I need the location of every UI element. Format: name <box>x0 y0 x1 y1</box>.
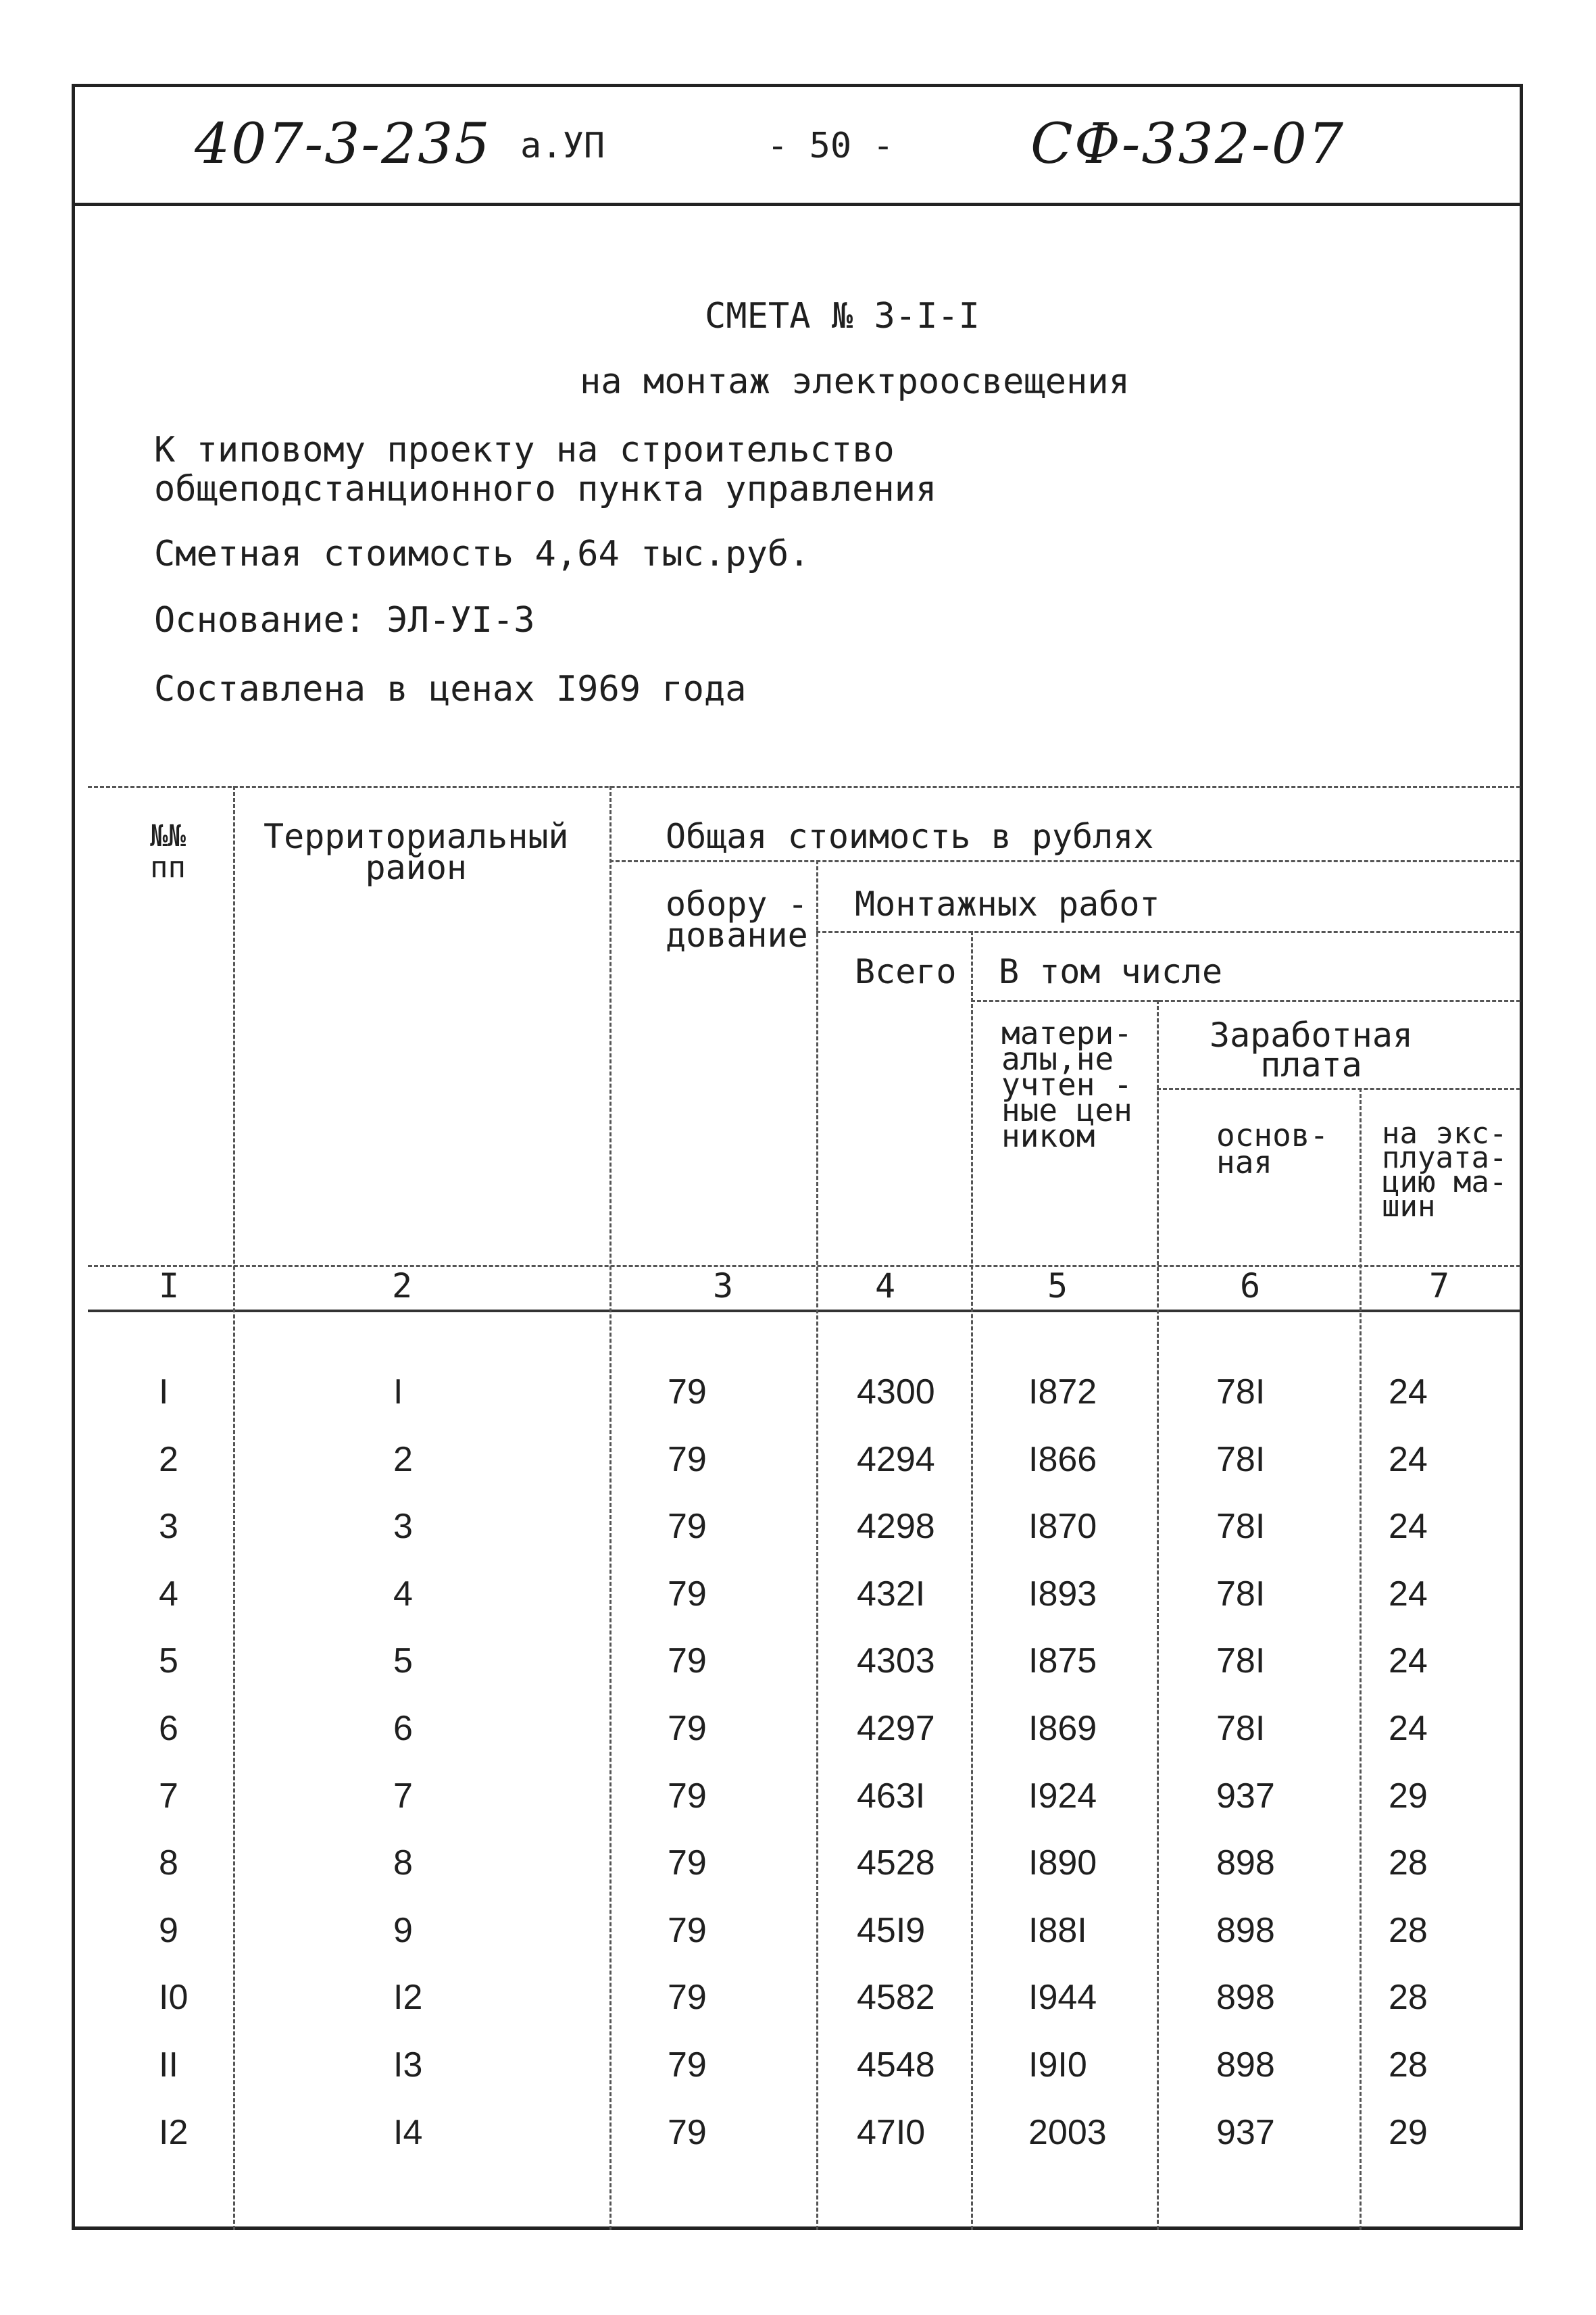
header-equipment: обору - дование <box>666 885 808 955</box>
cell-num: 6 <box>159 1709 178 1748</box>
cell-salary-basic: 937 <box>1216 1776 1275 1816</box>
header-including: В том числе <box>999 952 1223 991</box>
cell-num: 2 <box>159 1440 178 1479</box>
cell-salary-basic: 78I <box>1216 1641 1266 1681</box>
cell-salary-basic: 937 <box>1216 2113 1275 2152</box>
cell-region: I4 <box>393 2113 423 2152</box>
project-line-2: общеподстанционного пункта управления <box>154 469 937 509</box>
col-number-1: I <box>158 1266 180 1305</box>
cell-materials: I944 <box>1028 1978 1097 2017</box>
cell-region: 6 <box>393 1709 413 1748</box>
cell-salary-basic: 78I <box>1216 1507 1266 1546</box>
cell-num: I0 <box>159 1978 189 2017</box>
cell-salary-basic: 78I <box>1216 1372 1266 1412</box>
cell-total: 45I9 <box>857 1911 926 1950</box>
cell-materials: I872 <box>1028 1372 1097 1412</box>
cell-total: 4582 <box>857 1978 935 2017</box>
cell-salary-basic: 898 <box>1216 1843 1275 1883</box>
cell-total: 4300 <box>857 1372 935 1412</box>
cell-salary-machines: 24 <box>1389 1372 1428 1412</box>
cell-region: 5 <box>393 1641 413 1681</box>
cell-total: 4548 <box>857 2045 935 2085</box>
cell-materials: I890 <box>1028 1843 1097 1883</box>
page-number: - 50 - <box>767 126 894 166</box>
col-divider-6 <box>1360 1088 1362 2230</box>
cell-salary-machines: 28 <box>1389 1978 1428 2017</box>
basis: Основание: ЭЛ-УI-3 <box>154 600 535 641</box>
cell-salary-basic: 78I <box>1216 1709 1266 1748</box>
cell-num: 5 <box>159 1641 178 1681</box>
cell-region: 7 <box>393 1776 413 1816</box>
rule-under-total-cost <box>609 860 1520 862</box>
cell-total: 4528 <box>857 1843 935 1883</box>
cell-salary-machines: 28 <box>1389 2045 1428 2085</box>
estimated-cost: Сметная стоимость 4,64 тыс.руб. <box>154 534 810 574</box>
cell-region: 3 <box>393 1507 413 1546</box>
cell-salary-machines: 24 <box>1389 1574 1428 1614</box>
cell-salary-machines: 29 <box>1389 2113 1428 2152</box>
header-region: Территориальный район <box>264 817 569 887</box>
cell-num: 7 <box>159 1776 178 1816</box>
cell-salary-machines: 24 <box>1389 1507 1428 1546</box>
col-number-4: 4 <box>874 1266 896 1305</box>
rule-under-installation <box>816 931 1520 933</box>
col-divider-4 <box>971 931 973 2230</box>
header-total-cost: Общая стоимость в рублях <box>666 817 1154 856</box>
cell-salary-basic: 78I <box>1216 1574 1266 1614</box>
cell-equipment: 79 <box>668 1911 707 1950</box>
cell-region: I <box>393 1372 403 1412</box>
rule-under-salary <box>1157 1088 1520 1090</box>
cell-total: 4303 <box>857 1641 935 1681</box>
album-label: а.УП <box>520 126 605 166</box>
cell-materials: 2003 <box>1028 2113 1107 2152</box>
cell-num: 8 <box>159 1843 178 1883</box>
cell-materials: I9I0 <box>1028 2045 1087 2085</box>
project-description <box>154 430 937 509</box>
col-number-7: 7 <box>1428 1266 1450 1305</box>
table-top-rule <box>88 786 1520 788</box>
cell-num: 9 <box>159 1911 178 1950</box>
project-line-1: К типовому проекту на строительство <box>154 430 895 470</box>
cell-salary-machines: 24 <box>1389 1440 1428 1479</box>
col-divider-1 <box>233 786 235 2230</box>
col-divider-3 <box>816 860 818 2230</box>
cell-num: 3 <box>159 1507 178 1546</box>
cell-total: 4297 <box>857 1709 935 1748</box>
header-installation: Монтажных работ <box>855 885 1160 924</box>
col-number-6: 6 <box>1239 1266 1261 1305</box>
cell-equipment: 79 <box>668 1776 707 1816</box>
cell-materials: I893 <box>1028 1574 1097 1614</box>
cell-equipment: 79 <box>668 1507 707 1546</box>
cell-salary-machines: 28 <box>1389 1911 1428 1950</box>
cell-region: 8 <box>393 1843 413 1883</box>
header-salary: Заработная плата <box>1210 1016 1414 1085</box>
cell-materials: I88I <box>1028 1911 1087 1950</box>
cell-num: II <box>159 2045 178 2085</box>
cell-total: 4294 <box>857 1440 935 1479</box>
cell-num: 4 <box>159 1574 178 1614</box>
cell-total: 432I <box>857 1574 926 1614</box>
cell-region: 2 <box>393 1440 413 1479</box>
cell-salary-machines: 28 <box>1389 1843 1428 1883</box>
cell-materials: I869 <box>1028 1709 1097 1748</box>
cell-region: I3 <box>393 2045 423 2085</box>
header-salary-basic: основ- ная <box>1216 1117 1329 1180</box>
cell-materials: I870 <box>1028 1507 1097 1546</box>
col-number-3: 3 <box>712 1266 734 1305</box>
header-num: №№ пп <box>150 819 186 885</box>
cell-salary-basic: 78I <box>1216 1440 1266 1479</box>
price-base: Составлена в ценах I969 года <box>154 669 747 710</box>
header-total: Всего <box>855 952 957 991</box>
cell-salary-basic: 898 <box>1216 2045 1275 2085</box>
cell-total: 463I <box>857 1776 926 1816</box>
cell-equipment: 79 <box>668 1709 707 1748</box>
header-divider <box>72 203 1523 206</box>
cell-equipment: 79 <box>668 1372 707 1412</box>
cell-total: 47I0 <box>857 2113 926 2152</box>
cell-salary-machines: 24 <box>1389 1641 1428 1681</box>
cell-materials: I875 <box>1028 1641 1097 1681</box>
estimate-title: СМЕТА № 3-I-I <box>705 296 980 337</box>
cell-salary-machines: 24 <box>1389 1709 1428 1748</box>
estimate-subtitle: на монтаж электроосвещения <box>580 362 1130 402</box>
project-code: 407-3-235 <box>195 112 491 176</box>
cell-region: I2 <box>393 1978 423 2017</box>
cell-materials: I866 <box>1028 1440 1097 1479</box>
cell-region: 4 <box>393 1574 413 1614</box>
cell-equipment: 79 <box>668 2045 707 2085</box>
cell-equipment: 79 <box>668 1641 707 1681</box>
cell-region: 9 <box>393 1911 413 1950</box>
cell-equipment: 79 <box>668 1574 707 1614</box>
header-materials: матери- алы,не учтен - ные цен ником <box>1001 1015 1132 1154</box>
col-number-5: 5 <box>1047 1266 1068 1305</box>
cell-salary-machines: 29 <box>1389 1776 1428 1816</box>
cell-equipment: 79 <box>668 1440 707 1479</box>
cell-equipment: 79 <box>668 1978 707 2017</box>
document-code: СФ-332-07 <box>1030 112 1345 176</box>
cell-salary-basic: 898 <box>1216 1978 1275 2017</box>
cell-num: I <box>159 1372 169 1412</box>
rule-below-col-numbers <box>88 1310 1520 1312</box>
cell-num: I2 <box>159 2113 189 2152</box>
cell-equipment: 79 <box>668 2113 707 2152</box>
col-divider-2 <box>609 786 612 2230</box>
rule-under-including <box>971 1000 1520 1002</box>
cell-total: 4298 <box>857 1507 935 1546</box>
rule-above-col-numbers <box>88 1265 1520 1267</box>
col-divider-5 <box>1157 1000 1159 2230</box>
cell-materials: I924 <box>1028 1776 1097 1816</box>
cell-salary-basic: 898 <box>1216 1911 1275 1950</box>
col-number-2: 2 <box>391 1266 413 1305</box>
cell-equipment: 79 <box>668 1843 707 1883</box>
header-salary-machines: на экс- плуата- цию ма- шин <box>1382 1116 1507 1224</box>
